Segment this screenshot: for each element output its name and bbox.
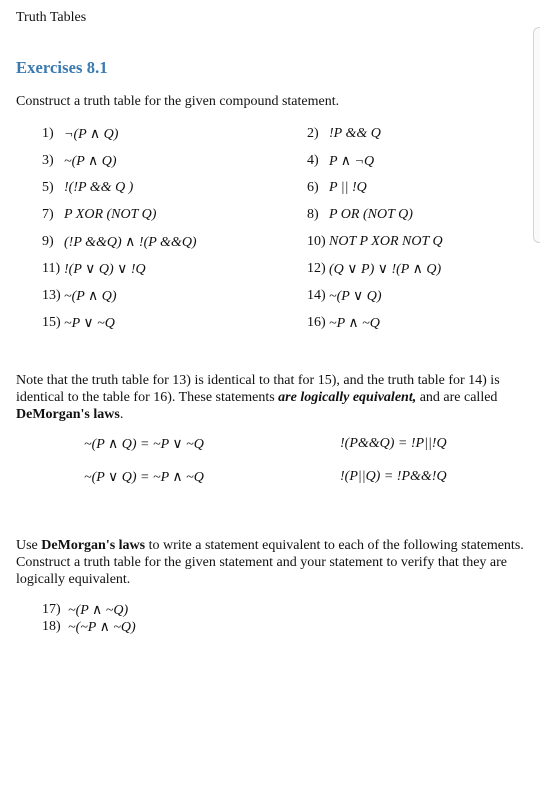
exercise-expression: NOT P XOR NOT Q [329, 234, 443, 249]
exercise-expression: ~P ∨ ~Q [64, 316, 115, 331]
exercise-number: 6) [307, 180, 319, 195]
note-term: DeMorgan's laws [16, 407, 120, 422]
note-end: . [119, 407, 124, 422]
note-text: and are called [416, 390, 498, 405]
exercise-expression: !(P ∨ Q) ∨ !Q [64, 262, 146, 277]
exercise-expression: ~(P ∧ Q) [64, 154, 117, 169]
exercise-number: 17) [42, 602, 61, 617]
exercise-number: 10) [307, 234, 326, 249]
exercise-expression: P XOR (NOT Q) [64, 207, 157, 222]
use-term: DeMorgan's laws [41, 538, 146, 553]
demorgan-law: ~(P ∧ Q) = ~P ∨ ~Q [84, 437, 204, 452]
exercise-number: 11) [42, 261, 61, 276]
exercise-item [307, 207, 413, 223]
exercise-item [307, 126, 381, 142]
exercise-item [42, 288, 117, 305]
exercise-number: 14) [307, 288, 326, 303]
section-heading: Exercises 8.1 [16, 58, 108, 77]
exercise-expression: !(!P && Q ) [64, 180, 134, 195]
exercise-item [42, 180, 133, 196]
exercise-expression: !P && Q [329, 126, 381, 141]
exercise-item [307, 315, 380, 332]
demorgan-note-paragraph [16, 372, 516, 423]
exercise-item [42, 207, 156, 223]
use-text: to write a statement equivalent to each of the following statements. Construct a truth table for the given statement and your statement to verify that they are logically equivalent. [16, 538, 524, 587]
exercise-number: 2) [307, 126, 319, 141]
exercise-number: 3) [42, 153, 54, 168]
exercise-item [307, 234, 443, 250]
exercise-number: 18) [42, 619, 61, 634]
exercise-item [42, 315, 115, 332]
exercise-item [42, 234, 197, 251]
exercise-item [42, 126, 118, 143]
exercise-number: 15) [42, 315, 61, 330]
note-emphasis: are logically equivalent, [278, 390, 417, 405]
exercise-number: 4) [307, 153, 319, 168]
demorgan-law: !(P&&Q) = !P||!Q [340, 436, 447, 451]
exercise-item [307, 153, 374, 170]
exercise-item [307, 288, 382, 305]
exercise-number: 12) [307, 261, 326, 276]
exercise-expression: ¬(P ∧ Q) [64, 127, 119, 142]
exercise-expression: P ∧ ¬Q [329, 154, 375, 169]
instruction-text: Construct a truth table for the given compound statement. [16, 94, 340, 109]
exercise-number: 16) [307, 315, 326, 330]
exercise-expression: ~(~P ∧ ~Q) [68, 620, 136, 635]
exercise-expression: ~(P ∨ Q) [329, 289, 382, 304]
note-text: Note that the truth table for 13) is identical to that for 15), and the truth table for 14) is identical to the table for 16). These statements [16, 373, 500, 405]
demorgan-law: !(P||Q) = !P&&!Q [340, 469, 447, 484]
exercise-item [42, 619, 136, 636]
demorgan-law: ~(P ∨ Q) = ~P ∧ ~Q [84, 470, 204, 485]
exercise-item [42, 153, 117, 170]
exercise-number: 9) [42, 234, 54, 249]
instructions-paragraph [16, 537, 531, 588]
use-text: Use [16, 538, 42, 553]
exercise-item [42, 602, 128, 619]
exercise-number: 13) [42, 288, 61, 303]
scrollbar-handle[interactable] [533, 27, 540, 243]
exercise-expression: P || !Q [329, 180, 367, 195]
exercise-item [307, 180, 367, 196]
exercise-expression: (Q ∨ P) ∨ !(P ∧ Q) [329, 262, 442, 277]
exercise-expression: P OR (NOT Q) [329, 207, 413, 222]
exercise-number: 7) [42, 207, 54, 222]
exercise-list [0, 126, 540, 336]
exercise-number: 8) [307, 207, 319, 222]
exercise-expression: (!P &&Q) ∧ !(P &&Q) [64, 235, 197, 250]
exercise-expression: ~(P ∧ Q) [64, 289, 117, 304]
exercise-expression: ~P ∧ ~Q [329, 316, 380, 331]
exercise-item [42, 261, 146, 278]
exercise-number: 5) [42, 180, 54, 195]
page-header-title: Truth Tables [16, 10, 87, 25]
exercise-number: 1) [42, 126, 54, 141]
exercise-item [307, 261, 441, 278]
exercise-expression: ~(P ∧ ~Q) [68, 603, 129, 618]
